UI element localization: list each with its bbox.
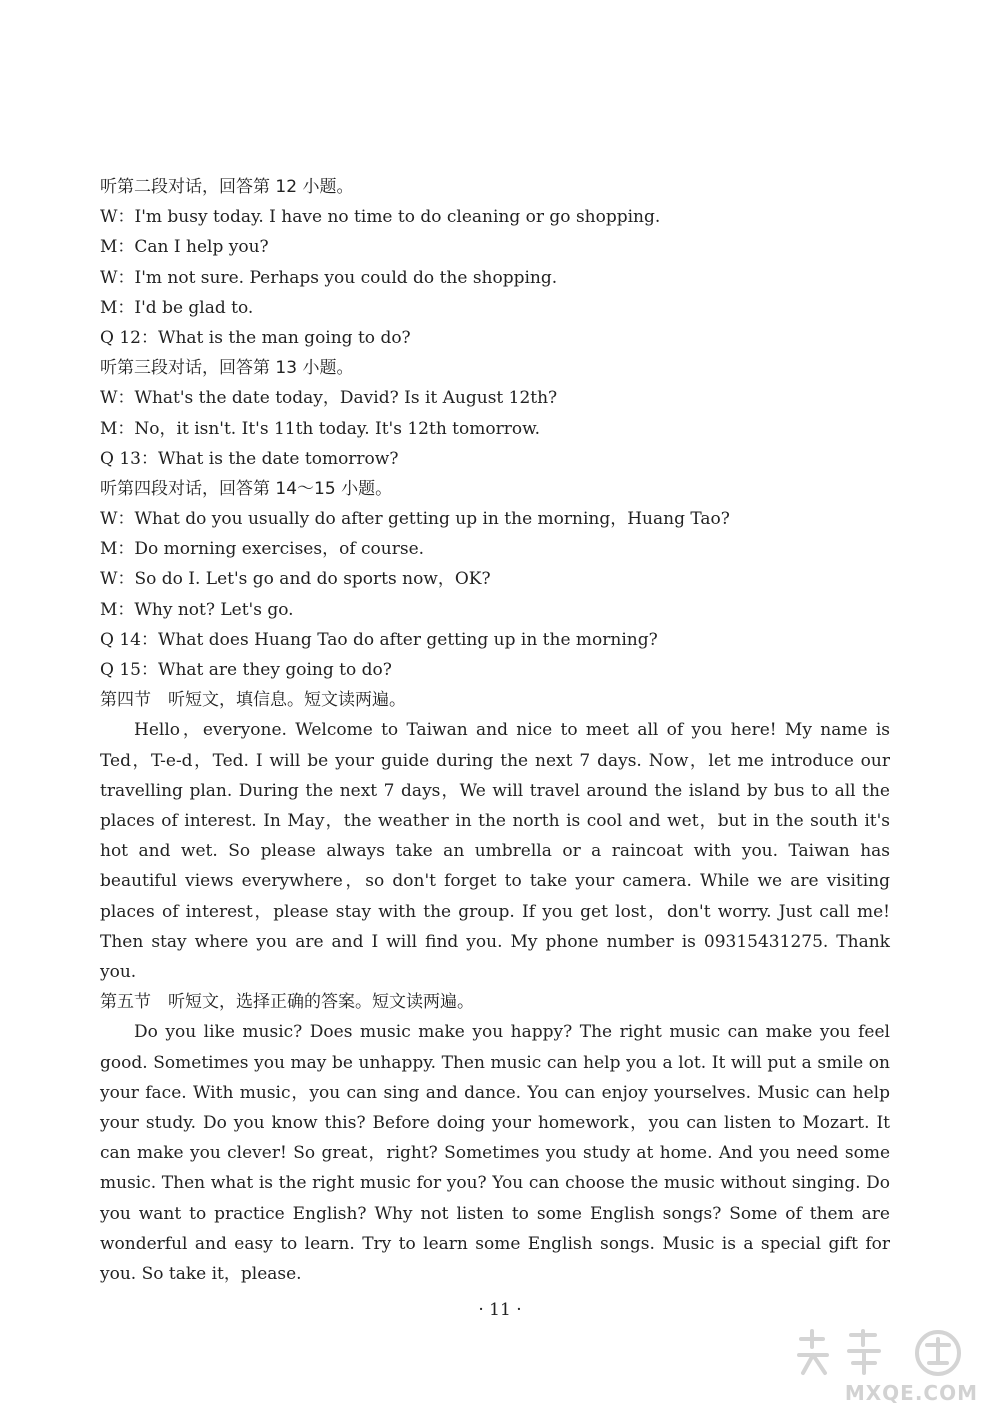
dialogue-line: W：I'm not sure. Perhaps you could do the shopping. <box>100 267 558 288</box>
watermark-logo-icon <box>793 1327 968 1377</box>
question-line: Q 15：What are they going to do? <box>100 660 392 680</box>
question-line: Q 14：What does Huang Tao do after getting up in the morning? <box>100 629 658 650</box>
page-number: · 11 · <box>478 1300 522 1320</box>
dialogue-line: M：No，it isn't. It's 11th today. It's 12th tomorrow. <box>100 418 541 439</box>
dialogue-line: W：So do I. Let's go and do sports now，OK? <box>100 569 491 590</box>
dialogue-line: W：What do you usually do after getting up in the morning，Huang Tao? <box>100 509 730 530</box>
section-heading: 第四节 听短文，填信息。短文读两遍。 <box>100 690 406 711</box>
passage-paragraph: Do you like music? Does music make you happy? The right music can make you feel good. Sometimes you may be unhappy. Then music can help you a lot. It will put a smile on your face. With music，you can sing and dance. You can enjoy yourselves. Music can help your study. Do you know this? Before doing your homework，you can listen to Mozart. It can make you clever! So great，right? Sometimes you study at home. And you need some music. Then what is the right music for you? You can choose the music without singing. Do you want to practice English? Why not listen to some English songs? Some of them are wonderful and easy to learn. Try to learn some English songs. Music is a special gift for you. So take it，please. <box>100 1022 890 1285</box>
passage-paragraph: Hello，everyone. Welcome to Taiwan and nice to meet all of you here! My name is Ted，T-e-d，Ted. I will be your guide during the next 7 days. Now，let me introduce our travelling plan. During the next 7 days，We will travel around the island by bus to all the places of interest. In May，the weather in the north is cool and wet，but in the south it's hot and wet. So please always take an umbrella or a raincoat with you. Taiwan has beautiful views everywhere，so don't forget to take your camera. While we are visiting places of interest，please stay with the group. If you get lost，don't worry. Just call me! Then stay where you are and I will find you. My phone number is 09315431275. Thank you. <box>100 720 890 982</box>
section-heading: 第五节 听短文，选择正确的答案。短文读两遍。 <box>100 992 474 1013</box>
dialogue-line: M：Do morning exercises，of course. <box>100 539 425 560</box>
dialogue-line: M：I'd be glad to. <box>100 297 254 318</box>
question-line: Q 12：What is the man going to do? <box>100 327 411 348</box>
section-heading: 听第三段对话，回答第 13 小题。 <box>100 358 354 379</box>
document-body <box>100 172 890 1289</box>
dialogue-line: W：I'm busy today. I have no time to do cleaning or go shopping. <box>100 207 661 228</box>
section-heading: 听第四段对话，回答第 14～15 小题。 <box>100 478 393 499</box>
watermark-url: MXQE.COM <box>844 1381 978 1405</box>
dialogue-line: W：What's the date today，David? Is it August 12th? <box>100 388 558 409</box>
watermark <box>790 1327 990 1407</box>
dialogue-line: M：Can I help you? <box>100 237 269 258</box>
dialogue-line: M：Why not? Let's go. <box>100 599 294 620</box>
section-heading: 听第二段对话，回答第 12 小题。 <box>100 177 354 197</box>
question-line: Q 13：What is the date tomorrow? <box>100 448 399 469</box>
